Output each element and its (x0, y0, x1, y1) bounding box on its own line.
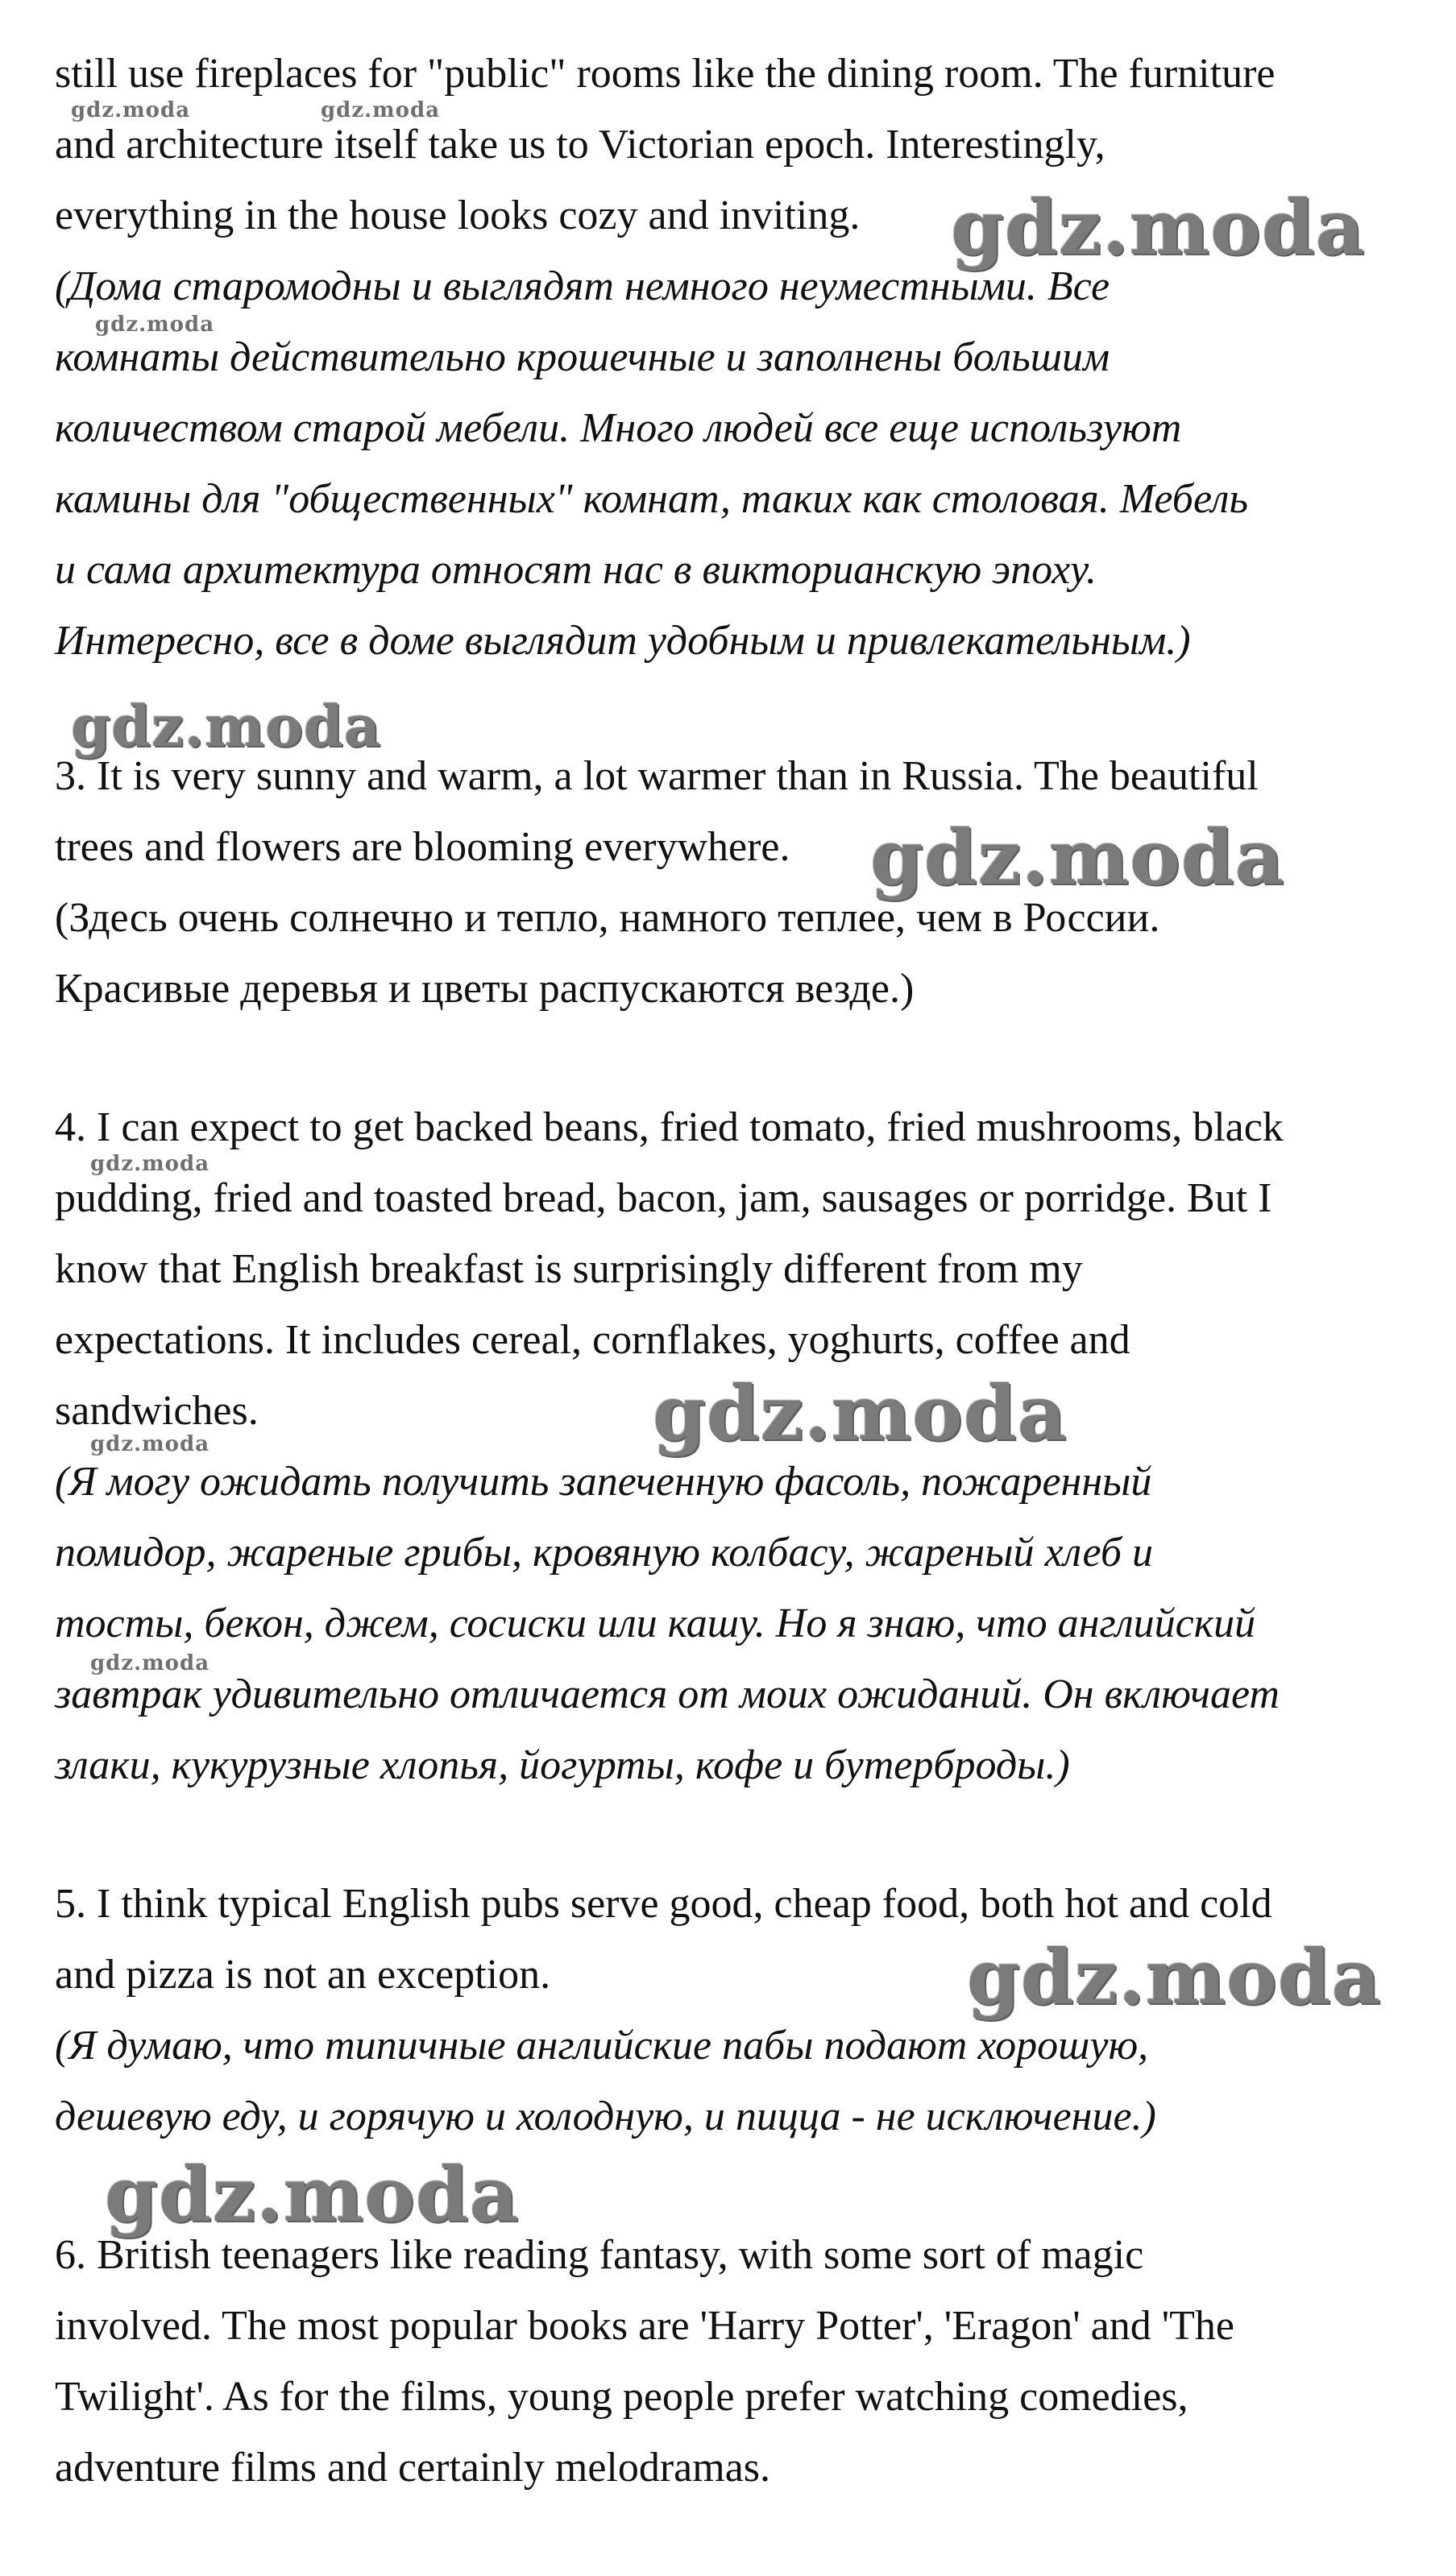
translation-line: комнаты действительно крошечные и заполнены большим (55, 334, 1110, 380)
text-line: expectations. It includes cereal, cornflakes, yoghurts, coffee and (55, 1317, 1130, 1363)
text-line: still use fireplaces for "public" rooms like the dining room. The furniture (55, 51, 1276, 97)
watermark-text: gdz.moda (71, 98, 191, 122)
translation-line: количеством старой мебели. Много людей все еще используют (55, 405, 1182, 451)
translation-line: (Я могу ожидать получить запеченную фасоль, пожаренный (55, 1459, 1152, 1505)
watermark-text: gdz.moda (90, 1651, 210, 1675)
text-line: 3. It is very sunny and warm, a lot warmer than in Russia. The beautiful (55, 753, 1259, 799)
translation-line: и сама архитектура относят нас в викторианскую эпоху. (55, 547, 1097, 593)
text-line: 5. I think typical English pubs serve good, cheap food, both hot and cold (55, 1881, 1272, 1927)
watermark-text: gdz.moda (90, 1432, 210, 1456)
translation-line: тосты, бекон, джем, сосиски или кашу. Но я знаю, что английский (55, 1601, 1256, 1646)
watermark-text: gdz.moda (870, 814, 1285, 902)
text-line: and pizza is not an exception. (55, 1952, 551, 1998)
translation-line: помидор, жареные грибы, кровяную колбасу, жареный хлеб и (55, 1530, 1154, 1576)
watermark-text: gdz.moda (71, 693, 382, 760)
text-line: 4. I can expect to get backed beans, fried tomato, fried mushrooms, black (55, 1104, 1284, 1150)
watermark-text: gdz.moda (951, 184, 1366, 272)
watermark-text: gdz.moda (95, 313, 215, 337)
watermark-text: gdz.moda (321, 98, 441, 122)
translation-line: (Я думаю, что типичные английские пабы подают хорошую, (55, 2023, 1149, 2069)
text-line: and architecture itself take us to Victorian epoch. Interestingly, (55, 122, 1105, 168)
text-line: trees and flowers are blooming everywhere. (55, 824, 790, 870)
translation-line: Красивые деревья и цветы распускаются везде.) (55, 966, 915, 1012)
translation-line: (Дома старомодны и выглядят немного неуместными. Все (55, 263, 1110, 309)
text-line: sandwiches. (55, 1388, 259, 1434)
translation-line: злаки, кукурузные хлопья, йогурты, кофе и бутерброды.) (55, 1742, 1070, 1788)
text-line: involved. The most popular books are 'Harry Potter', 'Eragon' and 'The (55, 2303, 1234, 2349)
watermark-text: gdz.moda (967, 1933, 1382, 2022)
text-line: pudding, fried and toasted bread, bacon, jam, sausages or porridge. But I (55, 1175, 1272, 1221)
text-line: know that English breakfast is surprisingly different from my (55, 1246, 1083, 1292)
watermark-text: gdz.moda (105, 2151, 520, 2239)
translation-line: Интересно, все в доме выглядит удобным и привлекательным.) (55, 618, 1191, 664)
watermark-text: gdz.moda (90, 1152, 210, 1176)
translation-line: дешевую еду, и горячую и холодную, и пицца - не исключение.) (55, 2094, 1156, 2139)
translation-line: (Здесь очень солнечно и тепло, намного теплее, чем в России. (55, 895, 1160, 941)
text-line: Twilight'. As for the films, young people prefer watching comedies, (55, 2374, 1188, 2420)
text-line: adventure films and certainly melodramas. (55, 2445, 771, 2491)
watermark-text: gdz.moda (653, 1369, 1068, 1458)
text-line: everything in the house looks cozy and inviting. (55, 193, 861, 238)
text-line: 6. British teenagers like reading fantasy, with some sort of magic (55, 2232, 1144, 2278)
translation-line: завтрак удивительно отличается от моих ожиданий. Он включает (55, 1671, 1280, 1717)
translation-line: камины для "общественных" комнат, таких как столовая. Мебель (55, 476, 1249, 522)
